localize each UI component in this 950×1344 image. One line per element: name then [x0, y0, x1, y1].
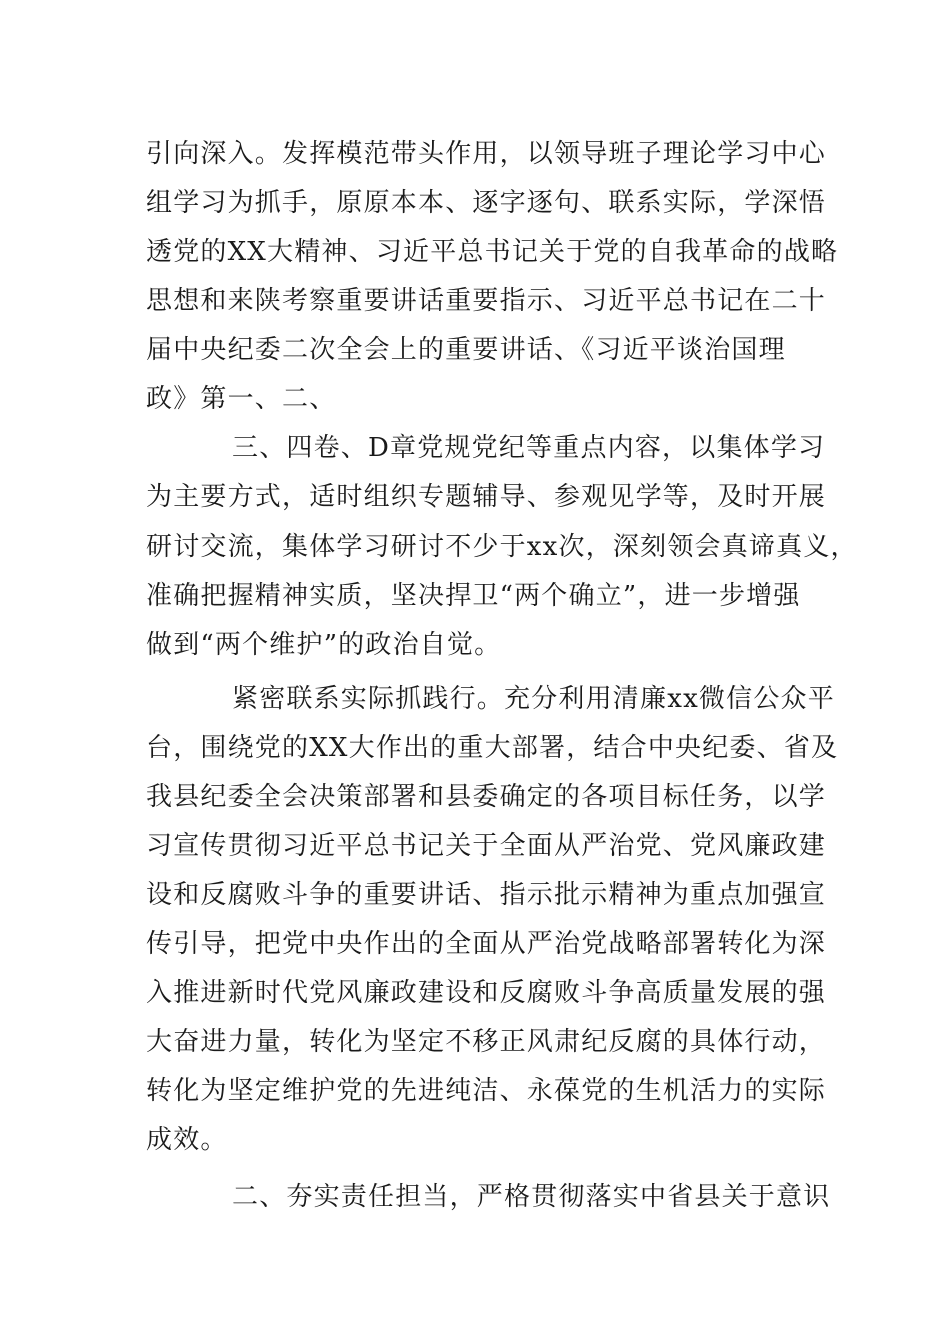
text-line: 做到“两个维护”的政治自觉。 [146, 630, 502, 660]
text-line: 我县纪委全会决策部署和县委确定的各项目标任务，以学 [146, 782, 827, 812]
text-line: 研讨交流，集体学习研讨不少于xx次，深刻领会真谛真义， [146, 532, 858, 562]
text-line: 引向深入。发挥模范带头作用，以领导班子理论学习中心 [146, 139, 827, 169]
text-line: 为主要方式，适时组织专题辅导、参观见学等，及时开展 [146, 482, 827, 512]
text-line: 习宣传贯彻习近平总书记关于全面从严治党、党风廉政建 [146, 831, 827, 861]
text-line: 三、四卷、D章党规党纪等重点内容，以集体学习 [232, 433, 826, 463]
text-line: 台，围绕党的XX大作出的重大部署，结合中央纪委、省及 [146, 733, 839, 763]
text-line: 组学习为抓手，原原本本、逐字逐句、联系实际，学深悟 [146, 188, 827, 218]
text-line: 透党的XX大精神、习近平总书记关于党的自我革命的战略 [146, 237, 839, 267]
text-line: 成效。 [146, 1125, 228, 1155]
text-line: 传引导，把党中央作出的全面从严治党战略部署转化为深 [146, 929, 827, 959]
text-line: 政》第一、二、 [146, 384, 337, 414]
text-line: 届中央纪委二次全会上的重要讲话、《习近平谈治国理 [146, 335, 786, 365]
text-line: 入推进新时代党风廉政建设和反腐败斗争高质量发展的强 [146, 978, 827, 1008]
text-line: 准确把握精神实质，坚决捍卫“两个确立”，进一步增强 [146, 581, 801, 611]
text-line: 设和反腐败斗争的重要讲话、指示批示精神为重点加强宣 [146, 880, 827, 910]
text-line: 紧密联系实际抓践行。充分利用清廉xx微信公众平 [232, 684, 835, 714]
text-line: 思想和来陕考察重要讲话重要指示、习近平总书记在二十 [146, 286, 827, 316]
text-line: 转化为坚定维护党的先进纯洁、永葆党的生机活力的实际 [146, 1076, 827, 1106]
text-line: 二、夯实责任担当，严格贯彻落实中省县关于意识 [232, 1182, 831, 1212]
text-line: 大奋进力量，转化为坚定不移正风肃纪反腐的具体行动， [146, 1027, 827, 1057]
